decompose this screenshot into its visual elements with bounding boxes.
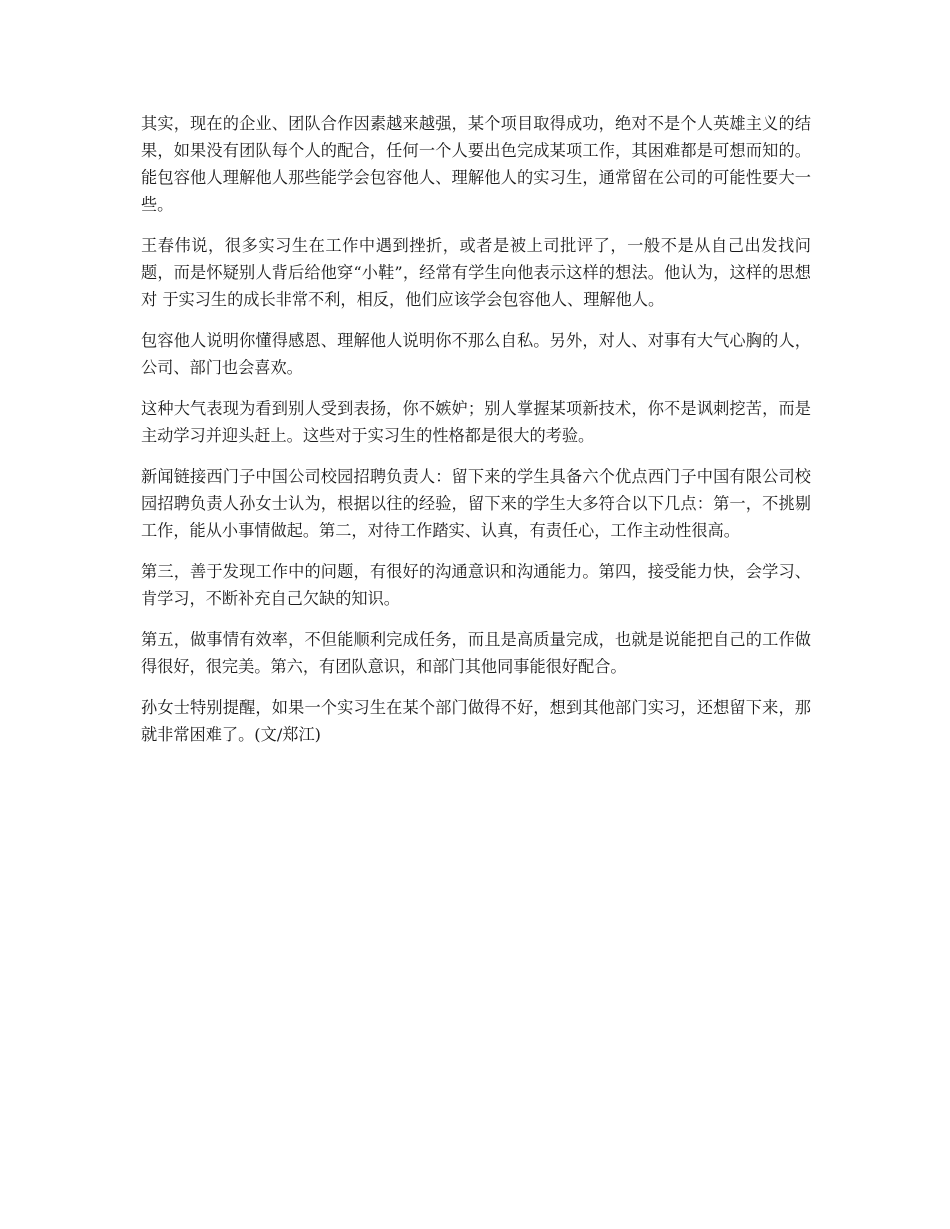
paragraph-7: 第五，做事情有效率，不但能顺利完成任务，而且是高质量完成，也就是说能把自己的工作做得很好，很完美。第六，有团队意识，和部门其他同事能很好配合。 [141, 630, 811, 676]
paragraph-1: 其实，现在的企业、团队合作因素越来越强，某个项目取得成功，绝对不是个人英雄主义的结果，如果没有团队每个人的配合，任何一个人要出色完成某项工作，其困难都是可想而知的。 能包容他人理解他人那些能学会包容他人、理解他人的实习生，通常留在公司的可能性要大一些。 [141, 114, 811, 214]
document-body [141, 110, 811, 762]
paragraph-6: 第三，善于发现工作中的问题，有很好的沟通意识和沟通能力。第四，接受能力快，会学习、肯学习，不断补充自己欠缺的知识。 [141, 562, 811, 608]
paragraph-8: 孙女士特别提醒，如果一个实习生在某个部门做得不好，想到其他部门实习，还想留下来，那就非常困难了。(文/郑江) [141, 698, 811, 744]
paragraph-5: 新闻链接西门子中国公司校园招聘负责人：留下来的学生具备六个优点西门子中国有限公司校园招聘负责人孙女士认为，根据以往的经验，留下来的学生大多符合以下几点：第一，不挑剔工作，能从小事情做起。第二，对待工作踏实、认真，有责任心，工作主动性很高。 [141, 467, 811, 540]
paragraph-3: 包容他人说明你懂得感恩、理解他人说明你不那么自私。另外，对人、对事有大气心胸的人，公司、部门也会喜欢。 [141, 331, 811, 377]
paragraph-4: 这种大气表现为看到别人受到表扬，你不嫉妒；别人掌握某项新技术，你不是讽刺挖苦，而是主动学习并迎头赶上。这些对于实习生的性格都是很大的考验。 [141, 399, 811, 445]
paragraph-2: 王春伟说，很多实习生在工作中遇到挫折，或者是被上司批评了，一般不是从自己出发找问题，而是怀疑别人背后给他穿“小鞋”，经常有学生向他表示这样的想法。他认为，这样的思想对 于实习生的成长非常不利，相反，他们应该学会包容他人、理解他人。 [141, 236, 811, 309]
